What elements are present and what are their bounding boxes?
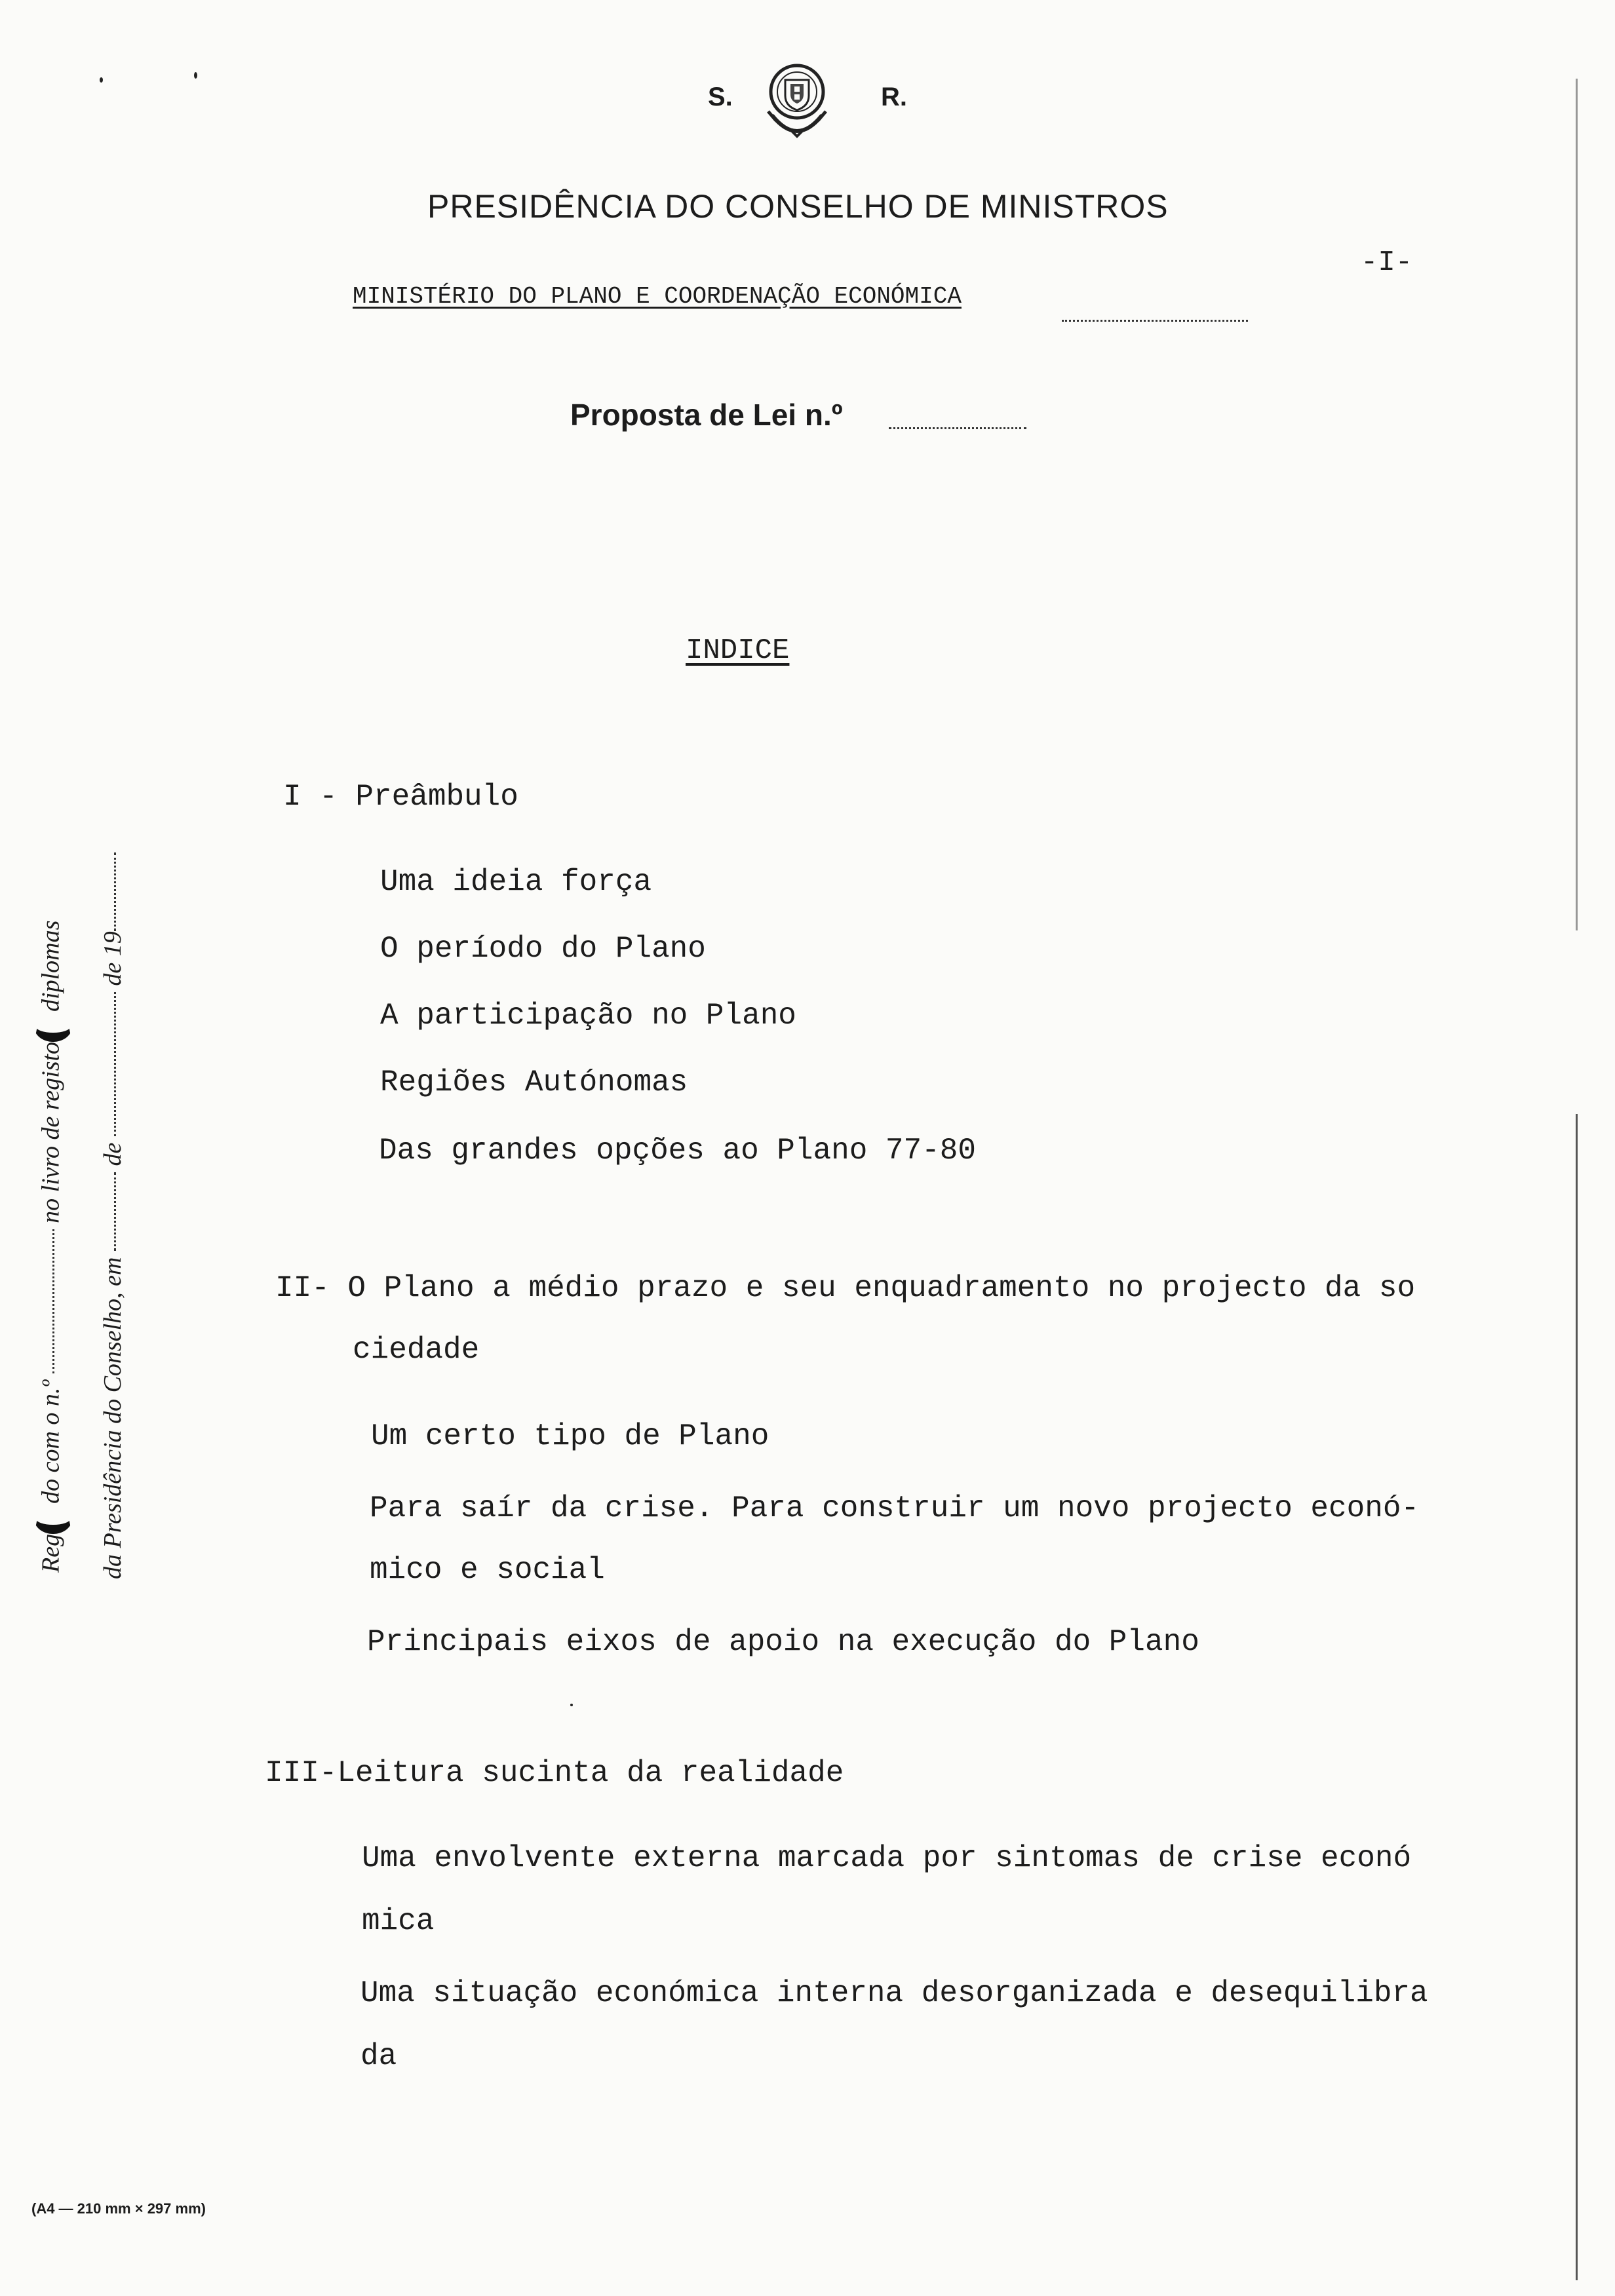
toc-item: O período do Plano: [380, 932, 706, 966]
s-label: S.: [708, 83, 733, 111]
toc-item: Uma ideia força: [380, 865, 652, 899]
crescent-mark-icon: [34, 1012, 72, 1042]
toc-item: Regiões Autónomas: [380, 1065, 688, 1100]
toc-item: Uma envolvente externa marcada por sintomas de crise econó: [362, 1841, 1412, 1875]
margin-registration-line2: da Presidência do Conselho, em de de 19: [98, 852, 127, 1579]
presidencia-heading: PRESIDÊNCIA DO CONSELHO DE MINISTROS: [427, 188, 1169, 225]
scan-speck: [194, 72, 197, 79]
ministry-name: MINISTÉRIO DO PLANO E COORDENAÇÃO ECONÓMICA: [353, 283, 962, 310]
toc-item: Um certo tipo de Plano: [371, 1419, 769, 1453]
toc-item: Uma situação económica interna desorganizada e desequilibra: [360, 1976, 1428, 2010]
portuguese-coat-of-arms-icon: [766, 55, 828, 147]
section-heading-iii: III-Leitura sucinta da realidade: [265, 1756, 844, 1790]
scan-speck: [100, 77, 103, 83]
scan-edge-line: [1576, 79, 1578, 930]
section-heading-i: I - Preâmbulo: [283, 780, 518, 814]
toc-item: Das grandes opções ao Plano 77-80: [379, 1134, 976, 1168]
toc-item-continued: mica: [362, 1904, 435, 1938]
ministry-dotted-line: [1062, 320, 1248, 322]
crescent-mark-icon: [34, 1504, 72, 1534]
r-label: R.: [881, 83, 907, 111]
toc-item: A participação no Plano: [380, 999, 796, 1033]
section-heading-ii-continued: ciedade: [353, 1333, 480, 1367]
proposta-number-field: [889, 427, 1026, 429]
toc-item: Principais eixos de apoio na execução do Plano: [367, 1625, 1199, 1659]
toc-item-continued: da: [360, 2039, 397, 2073]
toc-item-continued: mico e social: [370, 1553, 605, 1587]
margin-registration-line1: Regdo com o n.º no livro de registodiplomas: [34, 921, 72, 1573]
scan-edge-line: [1576, 1114, 1578, 2280]
proposta-label: Proposta de Lei n.º: [570, 398, 843, 432]
page-number: -I-: [1361, 246, 1413, 279]
section-heading-ii: II- O Plano a médio prazo e seu enquadramento no projecto da so: [275, 1271, 1416, 1305]
toc-item: Para saír da crise. Para construir um novo projecto econó-: [370, 1491, 1420, 1525]
paper-size-note: (A4 — 210 mm × 297 mm): [31, 2200, 206, 2217]
scan-speck: [570, 1704, 573, 1706]
index-title: INDICE: [686, 634, 790, 667]
